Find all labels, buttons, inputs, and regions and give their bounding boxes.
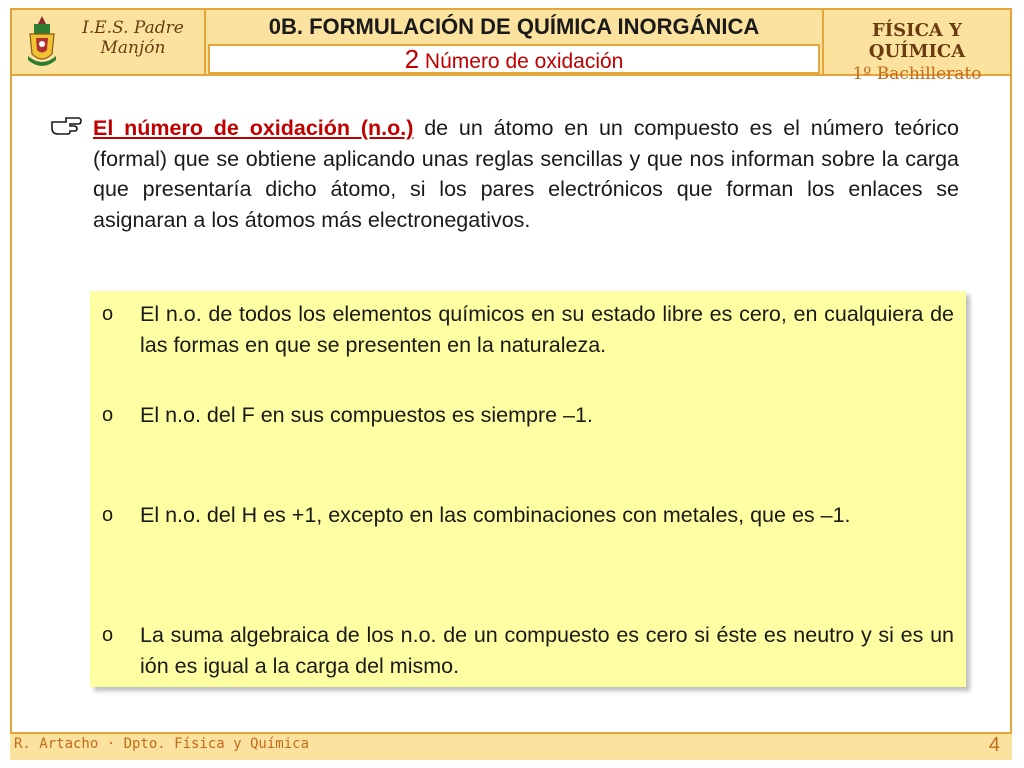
intro-term: El número de oxidación (n.o.) bbox=[93, 116, 414, 140]
school-name-line2: Manjón bbox=[100, 38, 166, 58]
school-crest-icon bbox=[22, 14, 62, 70]
section-number: 2 bbox=[404, 44, 420, 74]
pointing-hand-icon bbox=[50, 114, 82, 136]
rule-bullet: o bbox=[102, 404, 114, 426]
unit-title: 0B. FORMULACIÓN DE QUÍMICA INORGÁNICA bbox=[268, 14, 760, 39]
course-subject: FÍSICA Y QUÍMICA bbox=[868, 20, 966, 62]
rule-text: El n.o. del H es +1, excepto en las combinaciones con metales, que es –1. bbox=[140, 503, 851, 527]
section-title bbox=[208, 44, 820, 74]
footer-credit: R. Artacho · Dpto. Física y Química bbox=[14, 736, 310, 752]
rules-box bbox=[90, 291, 966, 687]
course-level: 1º Bachillerato bbox=[852, 64, 982, 84]
page-number: 4 bbox=[988, 734, 1000, 756]
rule-bullet: o bbox=[102, 624, 114, 646]
rule-bullet: o bbox=[102, 504, 114, 526]
rule-text: La suma algebraica de los n.o. de un compuesto es cero si éste es neutro y si es un ión es igual a la carga del mismo. bbox=[140, 623, 954, 678]
school-name-line1: I.E.S. Padre bbox=[82, 18, 184, 38]
school-logo-box bbox=[14, 10, 206, 74]
section-title-text: Número de oxidación bbox=[424, 50, 624, 73]
rule-text: El n.o. del F en sus compuestos es siempre –1. bbox=[140, 403, 593, 427]
school-name bbox=[66, 18, 200, 58]
rule-bullet: o bbox=[102, 303, 114, 325]
intro-text: de un átomo en un compuesto es el número teórico (formal) que se obtiene aplicando unas reglas sencillas y que nos informan sobre la carga que presentaría dicho átomo, si los pares electrónicos que forman los enlaces se asignaran a los átomos más electronegativos. bbox=[93, 116, 959, 232]
intro-paragraph bbox=[93, 113, 959, 235]
rule-text: El n.o. de todos los elementos químicos en su estado libre es cero, en cualquiera de las formas en que se presenten en la naturaleza. bbox=[140, 302, 954, 357]
course-box bbox=[822, 10, 1010, 84]
